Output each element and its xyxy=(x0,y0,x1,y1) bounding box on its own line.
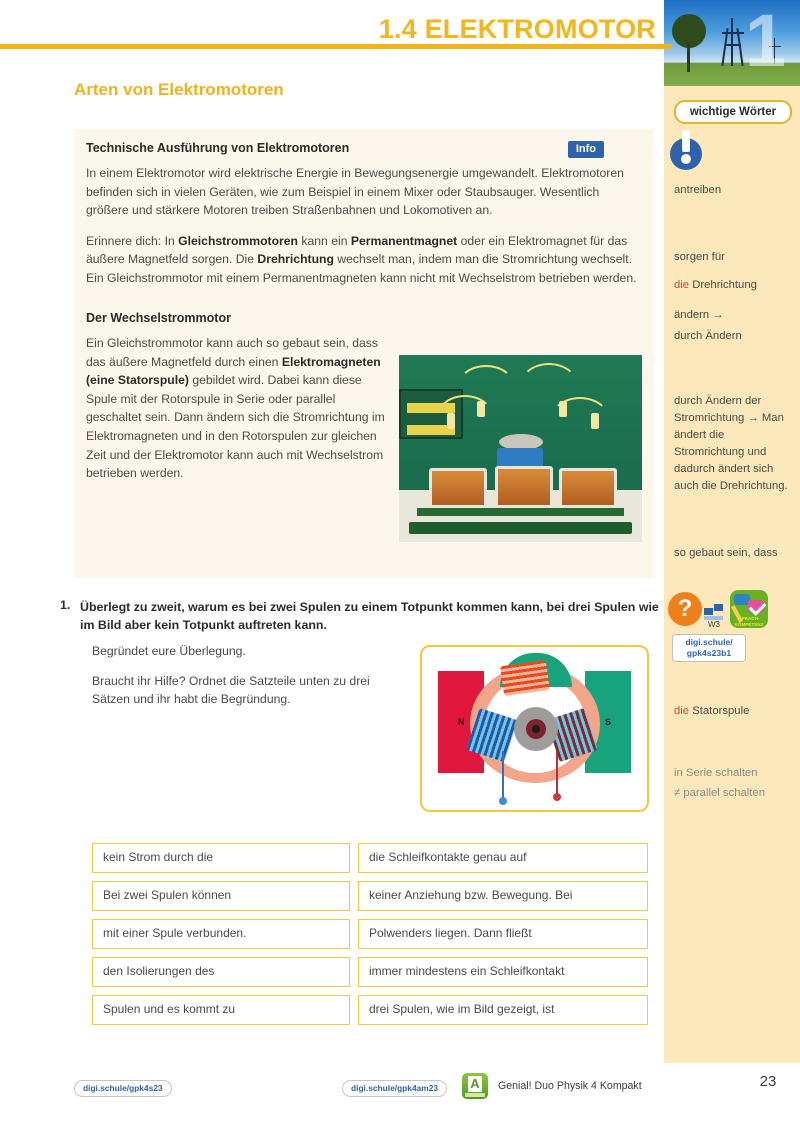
vocabulary-item-8 xyxy=(674,765,796,782)
page-number: 23 xyxy=(759,1073,777,1090)
north-pole-label: N xyxy=(458,717,465,727)
vocabulary-item-1 xyxy=(674,249,796,266)
tree-trunk xyxy=(687,42,690,72)
terminal-blue xyxy=(499,797,507,805)
paragraph-erinnere-dich xyxy=(86,232,642,288)
exclamation-icon xyxy=(668,128,704,170)
fragment-right-3[interactable]: immer mindestens ein Schleifkontakt xyxy=(358,957,648,987)
publisher-logo xyxy=(462,1073,488,1099)
page-title: 1.4 ELEKTROMOTOR xyxy=(378,14,656,44)
rotor-coil-center xyxy=(495,466,553,508)
vocabulary-text: in Serie schalten xyxy=(674,767,758,779)
text-run: wechselt man, indem man die Stromrichtung wechselt. Ein Gleichstrommotor mit einem Permanentmagneten kann nicht mit Wechselstrom betrieben werden. xyxy=(86,252,637,285)
sprachkompetenz-label-2: KOMPETENZ xyxy=(734,621,764,627)
fragment-column-left xyxy=(92,843,350,1033)
fragment-left-4[interactable]: Spulen und es kommt zu xyxy=(92,995,350,1025)
chapter-hero-photo xyxy=(664,0,800,86)
digi-schule-sidebar-link[interactable] xyxy=(672,634,746,662)
fragment-left-1[interactable]: Bei zwei Spulen können xyxy=(92,881,350,911)
fragment-right-1[interactable]: keiner Anziehung bzw. Bewegung. Bei xyxy=(358,881,648,911)
vocabulary-item-9 xyxy=(674,785,796,802)
paragraph-wechselstrommotor xyxy=(86,334,386,482)
vocabulary-text: so gebaut sein, dass xyxy=(674,547,778,559)
vocabulary-item-0 xyxy=(674,182,796,199)
fragment-right-0[interactable]: die Schleifkontakte genau auf xyxy=(358,843,648,873)
exercise-number: 1. xyxy=(60,598,71,612)
section-heading: Arten von Elektromotoren xyxy=(74,80,284,99)
text-run: gebildet wird. Dabei kann diese Spule mit der Rotorspule in Serie oder parallel geschaltet sein. Dann ändern sich die Stromrichtung im Elektromagneten und in den Rotorspulen zur gleichen Zeit und der Elektromotor kann auch mit Wechselstrom betrieben werden. xyxy=(86,373,385,481)
shaft-center xyxy=(532,725,540,733)
text-run: oder ein Elektromagnet für das äußere Magnetfeld sorgen. Die xyxy=(86,233,628,267)
vocabulary-text: Drehrichtung xyxy=(692,279,757,291)
stator-coil-right xyxy=(559,468,617,508)
vocabulary-text: durch Ändern der Stromrichtung → Man ändert die Stromrichtung und dadurch ändert sich auch die Drehrichtung. xyxy=(674,395,788,492)
exercise-sub-b: Braucht ihr Hilfe? Ordnet die Satzteile unten zu drei Sätzen und ihr habt die Begründung. xyxy=(92,674,370,707)
lead-wire-red xyxy=(556,751,558,795)
content-panel xyxy=(74,129,654,578)
vocabulary-item-3 xyxy=(674,307,796,324)
info-badge: Info xyxy=(568,141,604,158)
subheading-technische-ausfuehrung: Technische Ausführung von Elektromotoren xyxy=(86,141,350,155)
sprachkompetenz-icon xyxy=(730,590,768,628)
text-run: kann ein xyxy=(298,233,351,248)
paragraph-intro: In einem Elektromotor wird elektrische Energie in Bewegungsenergie umgewandelt. Elektromotoren befinden sich in vielen Geräten, wie zum Beispiel in einem Mixer oder Staubsauger. Wesentlich größere und stärkere Motoren treiben Straßenbahnen und Lokomotiven an. xyxy=(86,166,624,218)
three-coil-rotor-diagram xyxy=(420,645,649,812)
w3-competence-icon xyxy=(704,604,724,630)
south-pole-label: S xyxy=(604,717,611,727)
exercise-sub-a: Begründet eure Überlegung. xyxy=(92,644,246,658)
fragment-left-0[interactable]: kein Strom durch die xyxy=(92,843,350,873)
chapter-number: 1 xyxy=(744,0,786,82)
w3-label: W3 xyxy=(708,620,720,629)
bold-gleichstrommotoren: Gleichstrommotoren xyxy=(178,233,299,248)
vocabulary-item-6 xyxy=(674,545,796,562)
bold-permanentmagnet: Permanentmagnet xyxy=(350,233,458,248)
vocabulary-text: ändern → xyxy=(674,309,724,321)
fragment-column-right xyxy=(358,843,648,1033)
fragment-left-3[interactable]: den Isolierungen des xyxy=(92,957,350,987)
exercise-question: Überlegt zu zweit, warum es bei zwei Spulen zu einem Totpunkt kommen kann, bei drei Spulen wie im Bild aber kein Totpunkt auftreten kann. xyxy=(80,600,659,633)
terminal-red xyxy=(553,793,561,801)
digi-tag-line-1: digi.schule/ xyxy=(685,637,733,647)
footer-link-center[interactable]: digi.schule/gpk4am23 xyxy=(342,1080,447,1097)
vocabulary-article: die xyxy=(674,279,693,291)
vocabulary-text: antreiben xyxy=(674,184,722,196)
fragment-left-2[interactable]: mit einer Spule verbunden. xyxy=(92,919,350,949)
wichtige-woerter-badge: wichtige Wörter xyxy=(674,100,792,124)
vocabulary-text: ≠ parallel schalten xyxy=(674,787,765,799)
vocabulary-item-4 xyxy=(674,328,796,345)
digi-tag-line-2: gpk4s23b1 xyxy=(686,647,732,658)
bold-drehrichtung: Drehrichtung xyxy=(257,252,334,267)
lead-wire-blue xyxy=(502,751,504,799)
vocabulary-item-2 xyxy=(674,277,796,294)
question-mark-icon: ? xyxy=(668,592,702,626)
book-title: Genial! Duo Physik 4 Kompakt xyxy=(498,1080,642,1092)
fragment-right-2[interactable]: Polwenders liegen. Dann fließt xyxy=(358,919,648,949)
vocabulary-item-7 xyxy=(674,703,796,720)
footer-link-left[interactable]: digi.schule/gpk4s23 xyxy=(74,1080,172,1097)
bold-elektromagneten: Elektromagneten (eine Statorspule) xyxy=(86,354,381,388)
text-run: Ein Gleichstrommotor kann auch so gebaut sein, dass das äußere Magnetfeld durch einen xyxy=(86,336,378,369)
vocabulary-sidebar xyxy=(664,86,800,1063)
text-run: Erinnere dich: In xyxy=(86,233,179,248)
vocabulary-text: Statorspule xyxy=(692,705,750,717)
vocabulary-text: durch Ändern xyxy=(674,330,742,342)
electric-motor-photo xyxy=(399,355,642,542)
fragment-right-4[interactable]: drei Spulen, wie im Bild gezeigt, ist xyxy=(358,995,648,1025)
subheading-wechselstrommotor: Der Wechselstrommotor xyxy=(86,311,231,326)
rotor-coil-top xyxy=(500,660,550,696)
sprachkompetenz-label-1: SPRACH- xyxy=(738,616,760,622)
vocabulary-text: sorgen für xyxy=(674,251,725,263)
stator-coil-left xyxy=(429,468,487,508)
power-pylon-icon xyxy=(720,18,746,66)
vocabulary-item-5 xyxy=(674,393,796,495)
vocabulary-article: die xyxy=(674,705,693,717)
logo-letter: A xyxy=(470,1076,480,1091)
tree-illustration xyxy=(672,14,706,72)
